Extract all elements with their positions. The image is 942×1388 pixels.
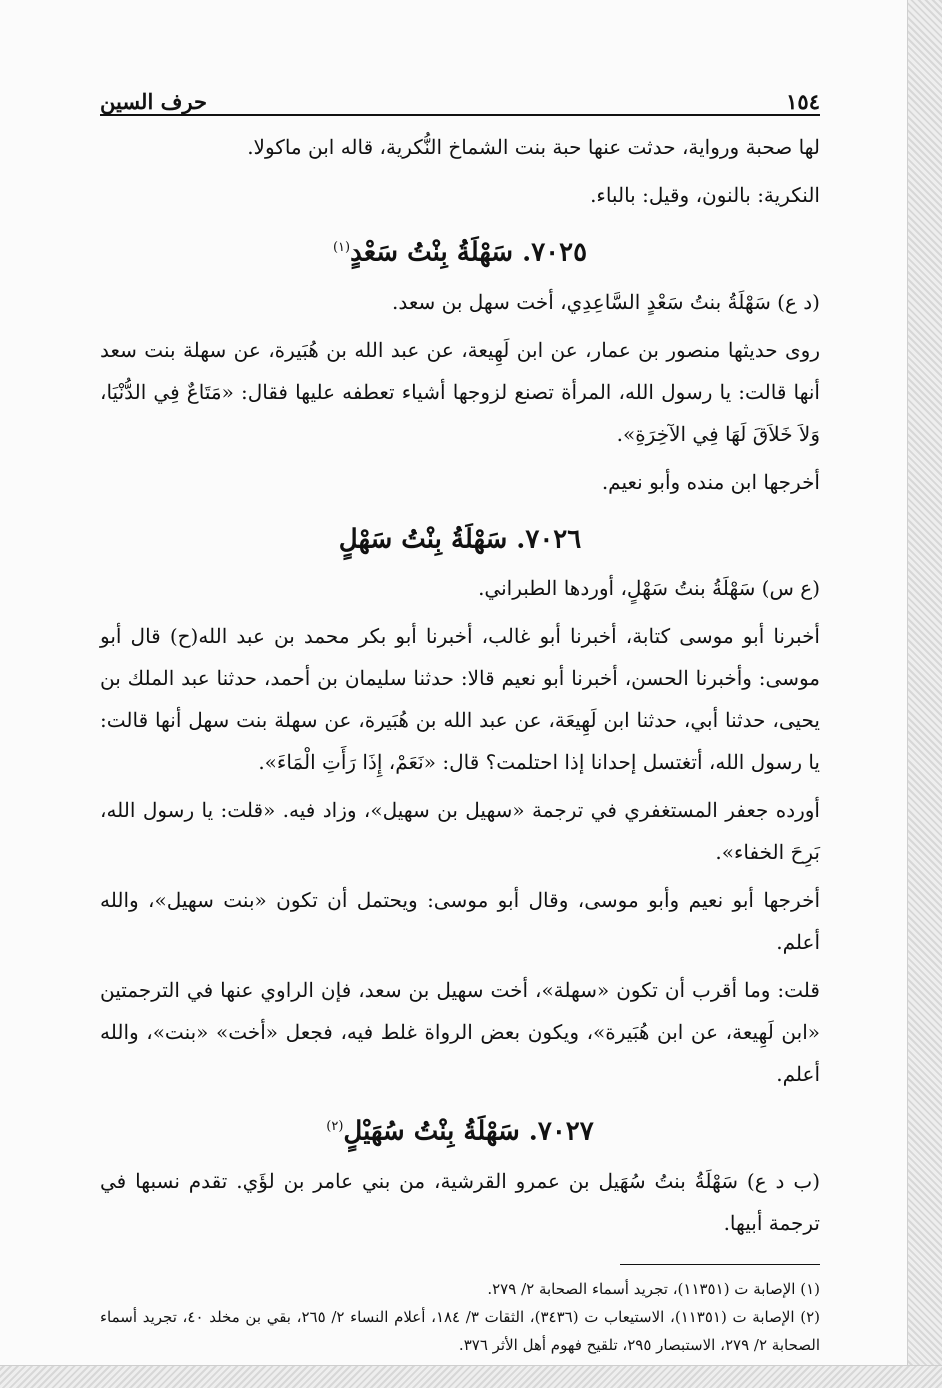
footnote-marker: (٢): [326, 1119, 344, 1135]
entry-title: [100, 1101, 820, 1158]
page-body: [100, 126, 820, 1244]
page-number: ١٥٤: [786, 89, 820, 114]
footnote-marker: (١): [332, 240, 351, 255]
page-edge-bottom: [0, 1365, 942, 1388]
paragraph: روى حديثها منصور بن عمار، عن ابن لَهِيعة، عن عبد الله بن هُبَيرة، عن سهلة بنت سعد أنها قالت: يا رسول الله، المرأة تصنع لزوجها أشياء تعطفه عليها فقال: «مَتَاعٌ فِي الدُّنْيَا، وَلاَ خَلاَقَ لَهَا فِي الآخِرَةِ».: [100, 337, 820, 446]
footnote: (٢) الإصابة ت (١١٣٥١)، الاستيعاب ت (٣٤٣٦)، الثقات ٣/ ١٨٤، أعلام النساء ٢/ ٢٦٥، بقي بن مخلد ٤٠، تجريد أسماء الصحابة ٢/ ٢٧٩، الاستبصار ٢٩٥، تلقيح فهوم أهل الأثر ٣٧٦.: [100, 1307, 820, 1354]
paragraph: أورده جعفر المستغفري في ترجمة «سهيل بن سهيل»، وزاد فيه. «قلت: يا رسول الله، بَرِحَ الخفاء».: [100, 798, 820, 865]
paragraph: (ب د ع) سَهْلَةُ بنتُ سُهَيل بن عمرو القرشية، من بني عامر بن لؤَي. تقدم نسبها في ترجمة أبيها.: [100, 1168, 820, 1235]
footnote-separator: [620, 1264, 820, 1265]
footnotes: [100, 1275, 820, 1359]
entry-title-text: ٧٠٢٧. سَهْلَةُ بِنْتُ سُهَيْلٍ: [343, 1116, 594, 1147]
entry-title-text: ٧٠٢٦. سَهْلَةُ بِنْتُ سَهْلٍ: [338, 524, 582, 555]
paragraph: (د ع) سَهْلَةُ بنتُ سَعْدٍ السَّاعِدِي، أخت سهل بن سعد.: [392, 289, 820, 314]
entry-title: [100, 222, 820, 279]
paragraph: أخرجها ابن منده وأبو نعيم.: [601, 469, 820, 494]
book-page: [100, 80, 820, 1359]
paragraph: لها صحبة ورواية، حدثت عنها حبة بنت الشماخ النُّكرية، قاله ابن ماكولا.: [247, 135, 820, 159]
entry-title: [100, 509, 820, 566]
paragraph: أخبرنا أبو موسى كتابة، أخبرنا أبو غالب، أخبرنا أبو بكر محمد بن عبد الله(ح) قال أبو موسى: وأخبرنا الحسن، أخبرنا أبو نعيم قالا: حدثنا سليمان بن أحمد، حدثنا عبد الملك بن يحيى، حدثنا أبي، حدثنا ابن لَهِيعَة، عن عبد الله بن هُبَيرة، عن سهلة بنت سهل أنها قالت: يا رسول الله، أتغتسل إحدانا إذا احتلمت؟ قال: «نَعَمْ، إِذَا رَأَتِ الْمَاءَ».: [100, 624, 820, 775]
paragraph: أخرجها أبو نعيم وأبو موسى، وقال أبو موسى: ويحتمل أن تكون «بنت سهيل»، والله أعلم.: [100, 888, 820, 955]
running-header: [100, 80, 820, 116]
paragraph: (ع س) سَهْلَةُ بنتُ سَهْلٍ، أوردها الطبراني.: [478, 576, 820, 601]
entry-title-text: ٧٠٢٥. سَهْلَةُ بِنْتُ سَعْدٍ: [350, 237, 588, 268]
section-title: حرف السين: [100, 89, 207, 114]
paragraph: النكرية: بالنون، وقيل: بالباء.: [590, 183, 820, 207]
footnote: (١) الإصابة ت (١١٣٥١)، تجريد أسماء الصحابة ٢/ ٢٧٩.: [487, 1279, 820, 1298]
page-edge-right: [907, 0, 942, 1388]
paragraph: قلت: وما أقرب أن تكون «سهلة»، أخت سهيل بن سعد، فإن الراوي عنها في الترجمتين «ابن لَهِيعة، عن ابن هُبَيرة»، ويكون بعض الرواة غلط فيه، فجعل «أخت» «بنت»، والله أعلم.: [100, 978, 820, 1087]
